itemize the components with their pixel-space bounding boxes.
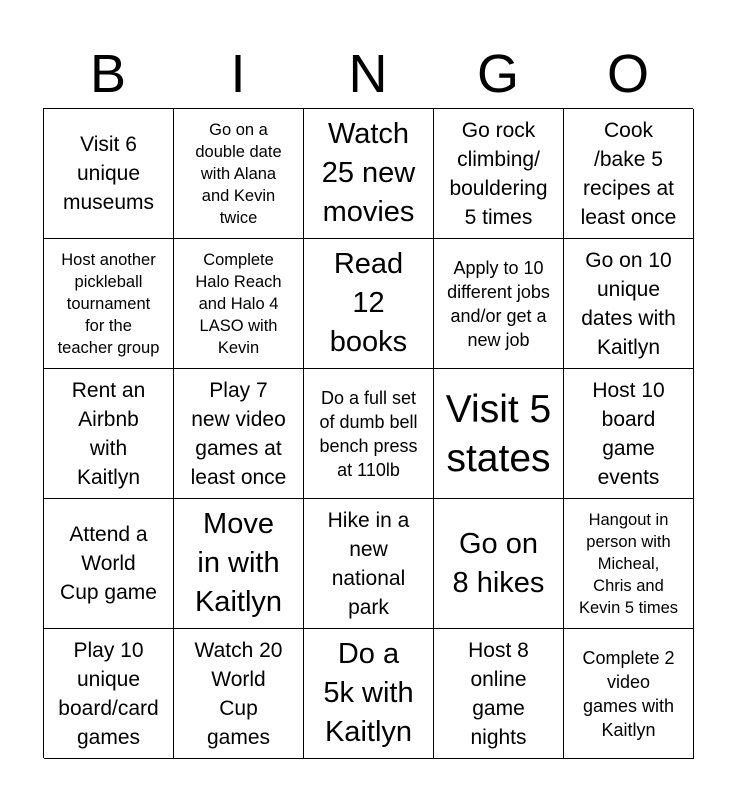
bingo-cell-r4c1[interactable] (44, 499, 174, 629)
bingo-cell-text: Complete 2 video games with Kaitlyn (582, 647, 675, 740)
bingo-cell-r1c1[interactable] (44, 109, 174, 239)
bingo-cell-text: Host 8 online game nights (468, 638, 529, 749)
bingo-cell-text: Play 10 unique board/card games (58, 638, 159, 749)
bingo-cell-text: Rent an Airbnb with Kaitlyn (71, 378, 146, 489)
bingo-cell-text: Apply to 10 different jobs and/or get a new job (447, 257, 550, 350)
header-letter-b: B (89, 44, 127, 104)
bingo-cell-r3c5[interactable] (564, 369, 694, 499)
bingo-cell-r5c1[interactable] (44, 629, 174, 759)
bingo-cell-text: Hike in a new national park (327, 508, 410, 619)
bingo-cell-r4c2[interactable] (174, 499, 304, 629)
bingo-cell-text: Do a 5k with Kaitlyn (323, 638, 414, 748)
bingo-cell-text: Watch 20 World Cup games (194, 638, 283, 749)
bingo-cell-r3c4[interactable] (434, 369, 564, 499)
bingo-cell-text: Watch 25 new movies (321, 118, 416, 228)
bingo-cell-text: Complete Halo Reach and Halo 4 LASO with Kevin (195, 250, 282, 357)
bingo-cell-r4c3[interactable] (304, 499, 434, 629)
bingo-cell-text: Move in with Kaitlyn (194, 508, 283, 618)
bingo-cell-text: Visit 5 states (445, 387, 552, 480)
bingo-cell-r5c3[interactable] (304, 629, 434, 759)
bingo-cell-text: Go on a double date with Alana and Kevin twice (195, 120, 282, 227)
bingo-cell-text: Cook /bake 5 recipes at least once (580, 118, 677, 229)
bingo-cell-text: Do a full set of dumb bell bench press at 110lb (319, 387, 418, 480)
bingo-cell-r5c2[interactable] (174, 629, 304, 759)
bingo-cell-r1c5[interactable] (564, 109, 694, 239)
header-letter-i: I (230, 44, 246, 104)
bingo-cell-text: Visit 6 unique museums (62, 133, 155, 214)
bingo-cell-text: Attend a World Cup game (60, 523, 157, 604)
bingo-cell-r1c3[interactable] (304, 109, 434, 239)
bingo-cell-text: Play 7 new video games at least once (190, 378, 287, 489)
bingo-cell-r4c4[interactable] (434, 499, 564, 629)
bingo-cell-r2c1[interactable] (44, 239, 174, 369)
bingo-cell-r5c4[interactable] (434, 629, 564, 759)
bingo-cell-r3c2[interactable] (174, 369, 304, 499)
header-letter-o: O (606, 44, 649, 104)
bingo-cell-text: Go on 10 unique dates with Kaitlyn (581, 248, 676, 359)
bingo-cell-r3c3[interactable] (304, 369, 434, 499)
bingo-cell-text: Host another pickleball tournament for the teacher group (57, 250, 160, 357)
bingo-cell-r3c1[interactable] (44, 369, 174, 499)
bingo-cell-text: Go rock climbing/ bouldering 5 times (449, 118, 548, 229)
header-letter-n: N (348, 44, 388, 104)
bingo-cell-r4c5[interactable] (564, 499, 694, 629)
bingo-cell-r1c4[interactable] (434, 109, 564, 239)
bingo-cell-r2c3[interactable] (304, 239, 434, 369)
bingo-cell-text: Hangout in person with Micheal, Chris and Kevin 5 times (578, 510, 679, 617)
bingo-cell-r2c4[interactable] (434, 239, 564, 369)
header-letter-g: G (476, 44, 519, 104)
bingo-cell-r2c5[interactable] (564, 239, 694, 369)
bingo-cell-r1c2[interactable] (174, 109, 304, 239)
bingo-cell-r5c5[interactable] (564, 629, 694, 759)
bingo-header (43, 40, 693, 108)
bingo-board (43, 108, 693, 758)
bingo-cell-text: Read 12 books (329, 248, 408, 358)
bingo-cell-text: Go on 8 hikes (452, 527, 545, 599)
bingo-cell-text: Host 10 board game events (592, 378, 665, 489)
bingo-cell-r2c2[interactable] (174, 239, 304, 369)
